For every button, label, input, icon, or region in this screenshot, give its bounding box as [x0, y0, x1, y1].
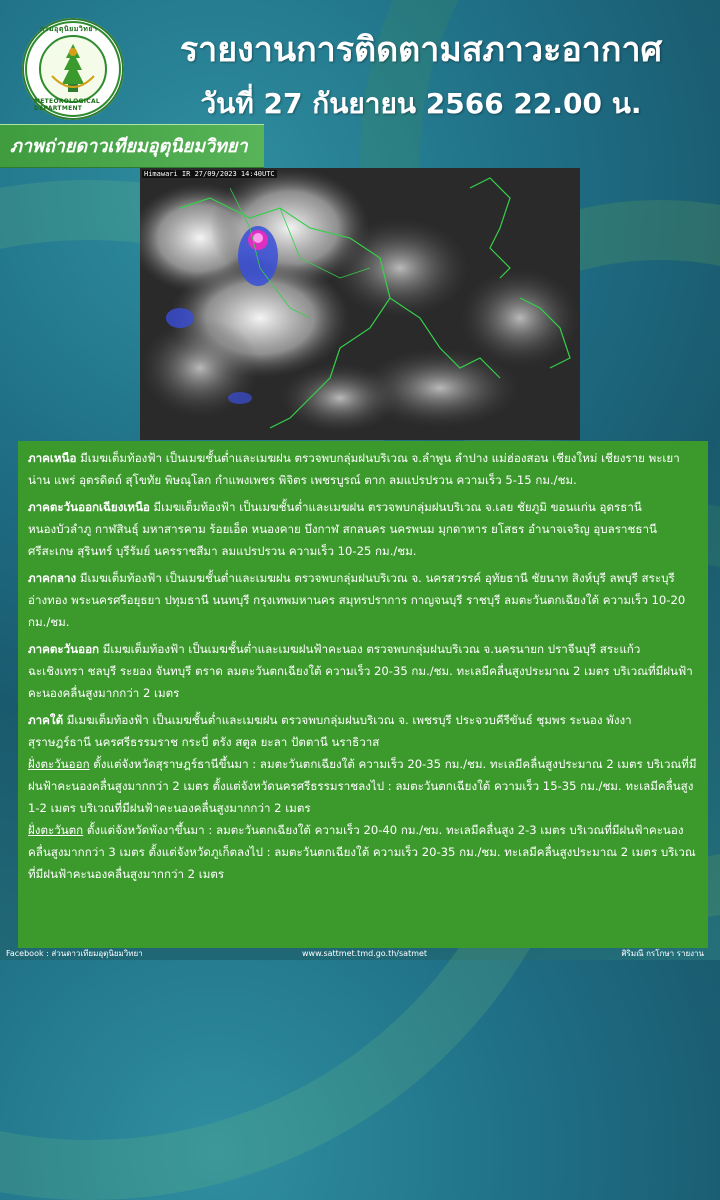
- coast-name: ฝั่งตะวันตก: [28, 823, 84, 837]
- region-text: มีเมฆเต็มท้องฟ้า เป็นเมฆชั้นต่ำและเมฆฝน ตรวจพบกลุ่มฝนบริเวณ จ. นครสวรรค์ อุทัยธานี ชัยนาท สิงห์บุรี ลพบุรี สระบุรี อ่างทอง พระนครศรีอยุธยา ปทุมธานี นนทบุรี กรุงเทพมหานคร สมุทรปราการ กาญจนบุรี ราชบุรี ลมตะวันตกเฉียงใต้ ความเร็ว 10-20 กม./ชม.: [28, 571, 686, 629]
- region-northeast: [28, 496, 698, 562]
- section-label: ภาพถ่ายดาวเทียมอุตุนิยมวิทยา: [0, 124, 264, 168]
- coast-text: ตั้งแต่จังหวัดสุราษฎร์ธานีขึ้นมา : ลมตะวันตกเฉียงใต้ ความเร็ว 20-35 กม./ชม. ทะเลมีคลื่นสูงประมาณ 2 เมตร บริเวณที่มีฝนฟ้าคะนองคลื่นสูงมากกว่า 2 เมตร ตั้งแต่จังหวัดนครศรีธรรมราชลงไป : ลมตะวันตกเฉียงใต้ ความเร็ว 15-35 กม./ชม. ทะเลมีคลื่นสูง 1-2 เมตร บริเวณที่มีฝนฟ้าคะนองคลื่นสูงมากกว่า 2 เมตร: [28, 757, 697, 815]
- region-name: ภาคเหนือ: [28, 451, 77, 465]
- satellite-image: [140, 168, 580, 440]
- region-name: ภาคกลาง: [28, 571, 77, 585]
- region-central: [28, 567, 698, 633]
- tmd-logo: [22, 18, 124, 120]
- footer-author: ศิริมณี กรโกษา รายงาน: [621, 949, 704, 958]
- satellite-map-graphic: [140, 168, 580, 440]
- satellite-caption: Himawari IR 27/09/2023 14:40UTC: [144, 170, 275, 178]
- footer-website[interactable]: www.sattmet.tmd.go.th/satmet: [302, 949, 428, 958]
- region-east: [28, 638, 698, 704]
- report-title: รายงานการติดตามสภาวะอากาศ: [179, 30, 663, 70]
- region-south: [28, 709, 698, 753]
- report-date: วันที่ 27 กันยายน 2566 22.00 น.: [200, 87, 642, 120]
- footer-facebook[interactable]: Facebook : ส่วนดาวเทียมอุตุนิยมวิทยา: [6, 949, 143, 958]
- footer: [0, 948, 720, 960]
- south-east-coast: [28, 753, 698, 819]
- weather-report-panel: [18, 441, 708, 948]
- region-text: มีเมฆเต็มท้องฟ้า เป็นเมฆชั้นต่ำและเมฆฝนฟ้าคะนอง ตรวจพบกลุ่มฝนบริเวณ จ.นครนายก ปราจีนบุรี สระแก้ว ฉะเชิงเทรา ชลบุรี ระยอง จันทบุรี ตราด ลมตะวันตกเฉียงใต้ ความเร็ว 20-35 กม./ชม. ทะเลมีคลื่นสูงประมาณ 2 เมตร บริเวณที่มีฝนฟ้าคะนองคลื่นสูงมากกว่า 2 เมตร: [28, 642, 693, 700]
- coast-name: ฝั่งตะวันออก: [28, 757, 90, 771]
- region-name: ภาคใต้: [28, 713, 64, 727]
- logo-text-bottom: METEOROLOGICAL DEPARTMENT: [34, 98, 101, 112]
- south-west-coast: [28, 819, 698, 885]
- region-text: มีเมฆเต็มท้องฟ้า เป็นเมฆชั้นต่ำและเมฆฝน ตรวจพบกลุ่มฝนบริเวณ จ. เพชรบุรี ประจวบคีรีขันธ์ ชุมพร ระนอง พังงา สุราษฎร์ธานี นครศรีธรรมราช กระบี่ ตรัง สตูล ยะลา ปัตตานี นราธิวาส: [28, 713, 632, 749]
- logo-text-top: กรมอุตุนิยมวิทยา: [40, 25, 98, 33]
- region-name: ภาคตะวันออก: [28, 642, 100, 656]
- region-name: ภาคตะวันออกเฉียงเหนือ: [28, 500, 150, 514]
- coast-text: ตั้งแต่จังหวัดพังงาขึ้นมา : ลมตะวันตกเฉียงใต้ ความเร็ว 20-40 กม./ชม. ทะเลมีคลื่นสูง 2-3 เมตร บริเวณที่มีฝนฟ้าคะนองคลื่นสูงมากกว่า 3 เมตร ตั้งแต่จังหวัดภูเก็ตลงไป : ลมตะวันตกเฉียงใต้ ความเร็ว 20-35 กม./ชม. ทะเลมีคลื่นสูงประมาณ 2 เมตร บริเวณที่มีฝนฟ้าคะนองคลื่นสูงมากกว่า 2 เมตร: [28, 823, 696, 881]
- region-text: มีเมฆเต็มท้องฟ้า เป็นเมฆชั้นต่ำและเมฆฝน ตรวจพบกลุ่มฝนบริเวณ จ.เลย ชัยภูมิ ขอนแก่น อุดรธานี หนองบัวลำภู กาฬสินธุ์ มหาสารคาม ร้อยเอ็ด หนองคาย บึงกาฬ สกลนคร นครพนม มุกดาหาร ยโสธร อำนาจเจริญ อุบลราชธานี ศรีสะเกษ สุรินทร์ บุรีรัมย์ นครราชสีมา ลมแปรปรวน ความเร็ว 10-25 กม./ชม.: [28, 500, 657, 558]
- region-text: มีเมฆเต็มท้องฟ้า เป็นเมฆชั้นต่ำและเมฆฝน ตรวจพบกลุ่มฝนบริเวณ จ.ลำพูน ลำปาง แม่ฮ่องสอน เชียงใหม่ เชียงราย พะเยา น่าน แพร่ อุตรดิตถ์ สุโขทัย พิษณุโลก กำแพงเพชร พิจิตร เพชรบูรณ์ ตาก ลมแปรปรวน ความเร็ว 5-15 กม./ชม.: [28, 451, 680, 487]
- region-north: [28, 447, 698, 491]
